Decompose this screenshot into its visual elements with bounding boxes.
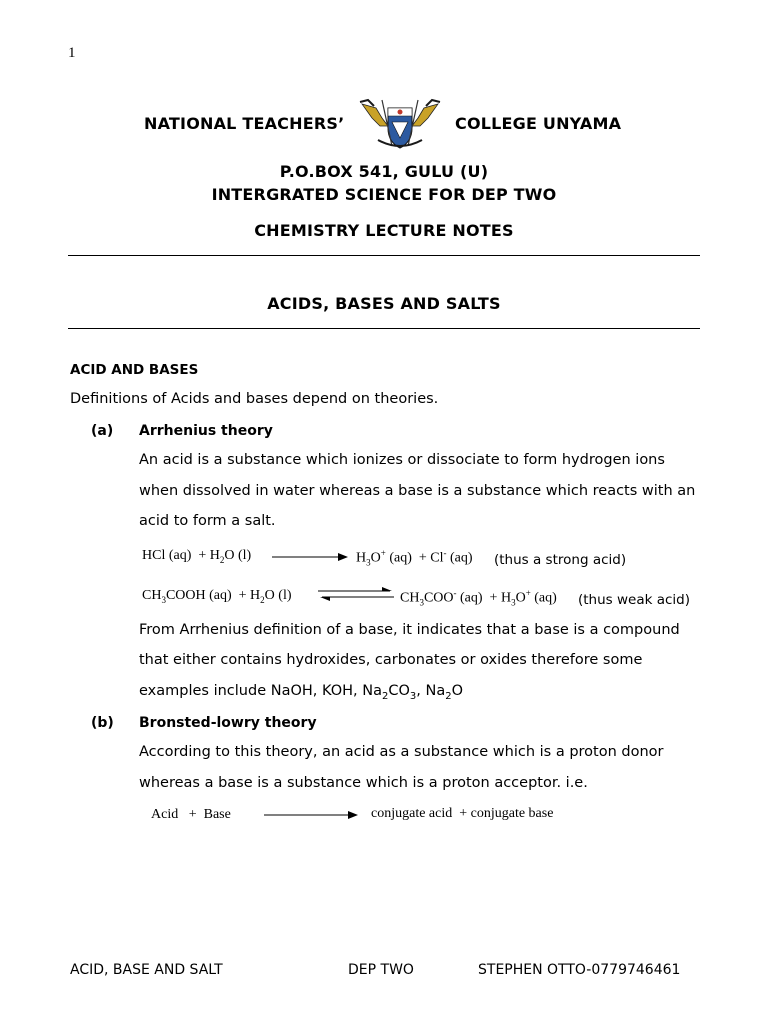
equation-2-products: $CH_3COO^-$ $(aq) + H_3O^+$ (aq)	[400, 588, 557, 608]
course-line: INTERGRATED SCIENCE FOR DEP TWO	[211, 185, 557, 204]
equation-2-note: (thus weak acid)	[578, 592, 691, 608]
item-a-line-1: An acid is a substance which ionizes or dissociate to form hydrogen ions	[139, 452, 665, 468]
divider-bottom	[68, 328, 700, 329]
examples-sub-3: 2	[445, 690, 452, 702]
base-line-1: From Arrhenius definition of a base, it indicates that a base is a compound	[139, 622, 680, 638]
equation-3-left: Acid + Base	[151, 807, 231, 822]
equation-3-right: conjugate acid + conjugate base	[371, 806, 554, 821]
item-b-line-2: whereas a base is a substance which is a proton acceptor. i.e.	[139, 775, 588, 791]
item-b-label: (b)	[91, 715, 114, 731]
equation-1-arrow	[270, 551, 350, 563]
footer-right: STEPHEN OTTO-0779746461	[478, 962, 681, 978]
topic-title: ACIDS, BASES AND SALTS	[267, 294, 501, 313]
footer-left: ACID, BASE AND SALT	[70, 962, 223, 978]
equation-2-equilibrium-arrow	[316, 587, 396, 601]
examples-sub-1: 2	[381, 690, 389, 702]
institution-name-left: NATIONAL TEACHERS’	[144, 114, 345, 133]
address-line: P.O.BOX 541, GULU (U)	[279, 162, 489, 181]
equation-2-reactants: $CH_3COOH$ $(aq) + H_2O$ (l)	[142, 588, 292, 605]
section-heading: ACID AND BASES	[70, 362, 199, 378]
section-intro: Definitions of Acids and bases depend on theories.	[70, 391, 439, 407]
equation-1-note: (thus a strong acid)	[494, 552, 627, 568]
notes-title: CHEMISTRY LECTURE NOTES	[254, 221, 514, 240]
equation-1-products: $H_3O^+$ (aq) + Cl- (aq)	[356, 548, 473, 568]
item-a-title: Arrhenius theory	[139, 423, 273, 439]
equation-1-reactants: HCl $(aq) + H_2O$ (l)	[142, 548, 252, 565]
base-line-2: that either contains hydroxides, carbonates or oxides therefore some	[139, 652, 643, 668]
examples-mid: CO	[388, 683, 410, 699]
institution-name-right: COLLEGE UNYAMA	[455, 114, 622, 133]
examples-prefix: examples include NaOH, KOH, Na	[139, 683, 382, 699]
examples-sub-2: 3	[409, 690, 417, 702]
item-a-line-2: when dissolved in water whereas a base is a substance which reacts with an	[139, 483, 696, 499]
item-b-title: Bronsted-lowry theory	[139, 715, 317, 731]
footer-center: DEP TWO	[348, 962, 414, 978]
divider-top	[68, 255, 700, 256]
item-b-line-1: According to this theory, an acid as a substance which is a proton donor	[139, 744, 664, 760]
item-a-line-3: acid to form a salt.	[139, 513, 276, 529]
item-a-label: (a)	[91, 423, 114, 439]
examples-end: O	[451, 683, 464, 699]
base-examples-line	[139, 683, 463, 702]
equation-3-arrow	[262, 809, 362, 821]
page-number: 1	[68, 45, 76, 61]
college-crest-logo	[358, 96, 442, 152]
examples-sep: , Na	[416, 683, 446, 699]
